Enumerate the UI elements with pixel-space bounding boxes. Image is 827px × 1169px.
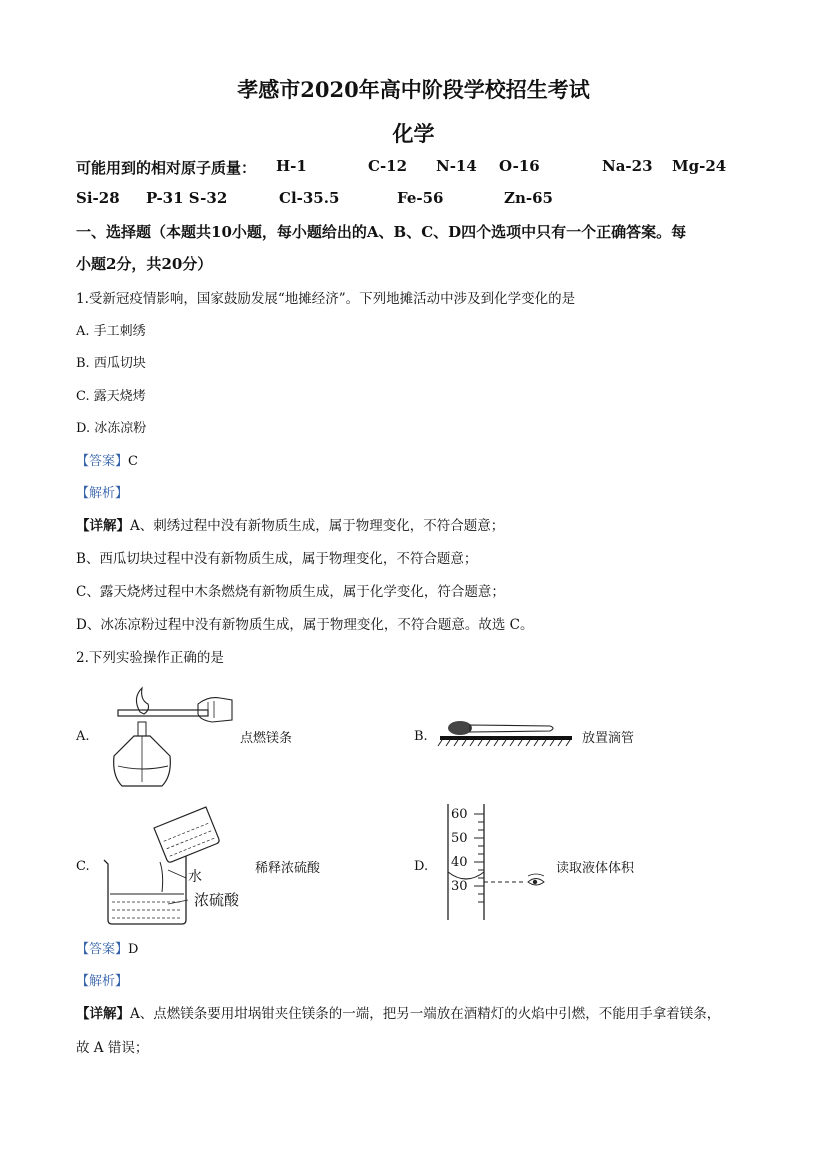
cylinder-tick-label: 30 — [451, 879, 468, 894]
atomic-mass-item: Mg-24 — [672, 157, 727, 175]
q2-option-c-letter: C. — [76, 859, 90, 874]
atomic-mass-item: Si-28 — [76, 189, 120, 207]
q1-stem: 1.受新冠疫情影响，国家鼓励发展“地摊经济”。下列地摊活动中涉及到化学变化的是 — [76, 291, 576, 307]
cylinder-tick-label: 40 — [451, 855, 468, 870]
q2-answer — [76, 938, 138, 957]
atomic-mass-item: Zn-65 — [504, 189, 553, 207]
cylinder-tick-label: 60 — [451, 807, 468, 822]
q1-analysis-tag: 【解析】 — [76, 486, 129, 501]
atomic-mass-item: Na-23 — [602, 157, 653, 175]
q1-detail-line: C、露天烧烤过程中木条燃烧有新物质生成，属于化学变化，符合题意； — [76, 584, 505, 600]
subject-title: 化学 — [392, 121, 435, 146]
answer-value: D — [128, 942, 139, 957]
figure-c-water-label: 水 — [188, 869, 202, 885]
q2-option-d-letter: D. — [414, 859, 429, 874]
section-heading-line1: 一、选择题（本题共10小题，每小题给出的A、B、C、D四个选项中只有一个正确答案。每 — [76, 223, 687, 241]
detail-tag: 【详解】 — [76, 1006, 130, 1022]
q2-detail-line: 故 A 错误； — [76, 1040, 149, 1056]
atomic-mass-item: O-16 — [499, 157, 540, 175]
atomic-mass-item: P-31 S-32 — [146, 189, 228, 207]
cylinder-tick-label: 50 — [451, 831, 468, 846]
q1-detail-line: 【详解】A、刺绣过程中没有新物质生成，属于物理变化，不符合题意； — [76, 518, 505, 534]
answer-value: C — [128, 454, 138, 469]
q1-detail-line: B、西瓜切块过程中没有新物质生成，属于物理变化，不符合题意； — [76, 551, 478, 567]
atomic-mass-item: Cl-35.5 — [279, 189, 340, 207]
q2-option-b-label: 放置滴管 — [582, 731, 635, 746]
atomic-mass-item: C-12 — [368, 157, 408, 175]
dilute-sulfuric-acid-figure — [98, 808, 258, 928]
q2-option-d-label: 读取液体体积 — [556, 861, 635, 876]
figure-c-acid-label: 浓硫酸 — [194, 891, 240, 909]
dropper-on-table-figure — [438, 716, 574, 746]
answer-tag: 【答案】 — [76, 454, 129, 469]
q2-option-a-letter: A. — [76, 729, 90, 744]
q1-option-c: C. 露天烧烤 — [76, 389, 146, 404]
atomic-mass-label: 可能用到的相对原子质量： — [76, 159, 257, 177]
q1-answer — [76, 450, 138, 469]
q1-option-d: D. 冰冻凉粉 — [76, 421, 147, 436]
q2-option-b-letter: B. — [414, 729, 428, 744]
page-title: 孝感市2020年高中阶段学校招生考试 — [237, 77, 590, 102]
atomic-mass-item: H-1 — [276, 157, 307, 175]
q1-detail-line: D、冰冻凉粉过程中没有新物质生成，属于物理变化，不符合题意。故选 C。 — [76, 617, 534, 633]
q1-option-a: A. 手工刺绣 — [76, 324, 146, 339]
q2-option-c-label: 稀释浓硫酸 — [255, 861, 321, 876]
section-heading-line2: 小题2分，共20分） — [76, 255, 213, 273]
detail-tag: 【详解】 — [76, 518, 130, 534]
answer-tag: 【答案】 — [76, 942, 129, 957]
q2-detail-line: 【详解】A、点燃镁条要用坩埚钳夹住镁条的一端，把另一端放在酒精灯的火焰中引燃，不能用手拿着镁条， — [76, 1006, 721, 1022]
q2-option-a-label: 点燃镁条 — [240, 731, 293, 746]
atomic-mass-item: Fe-56 — [397, 189, 444, 207]
alcohol-lamp-magnesium-figure — [100, 686, 240, 796]
q2-analysis-tag: 【解析】 — [76, 974, 129, 989]
q2-stem: 2.下列实验操作正确的是 — [76, 650, 224, 666]
atomic-mass-item: N-14 — [436, 157, 477, 175]
q1-option-b: B. 西瓜切块 — [76, 356, 146, 371]
